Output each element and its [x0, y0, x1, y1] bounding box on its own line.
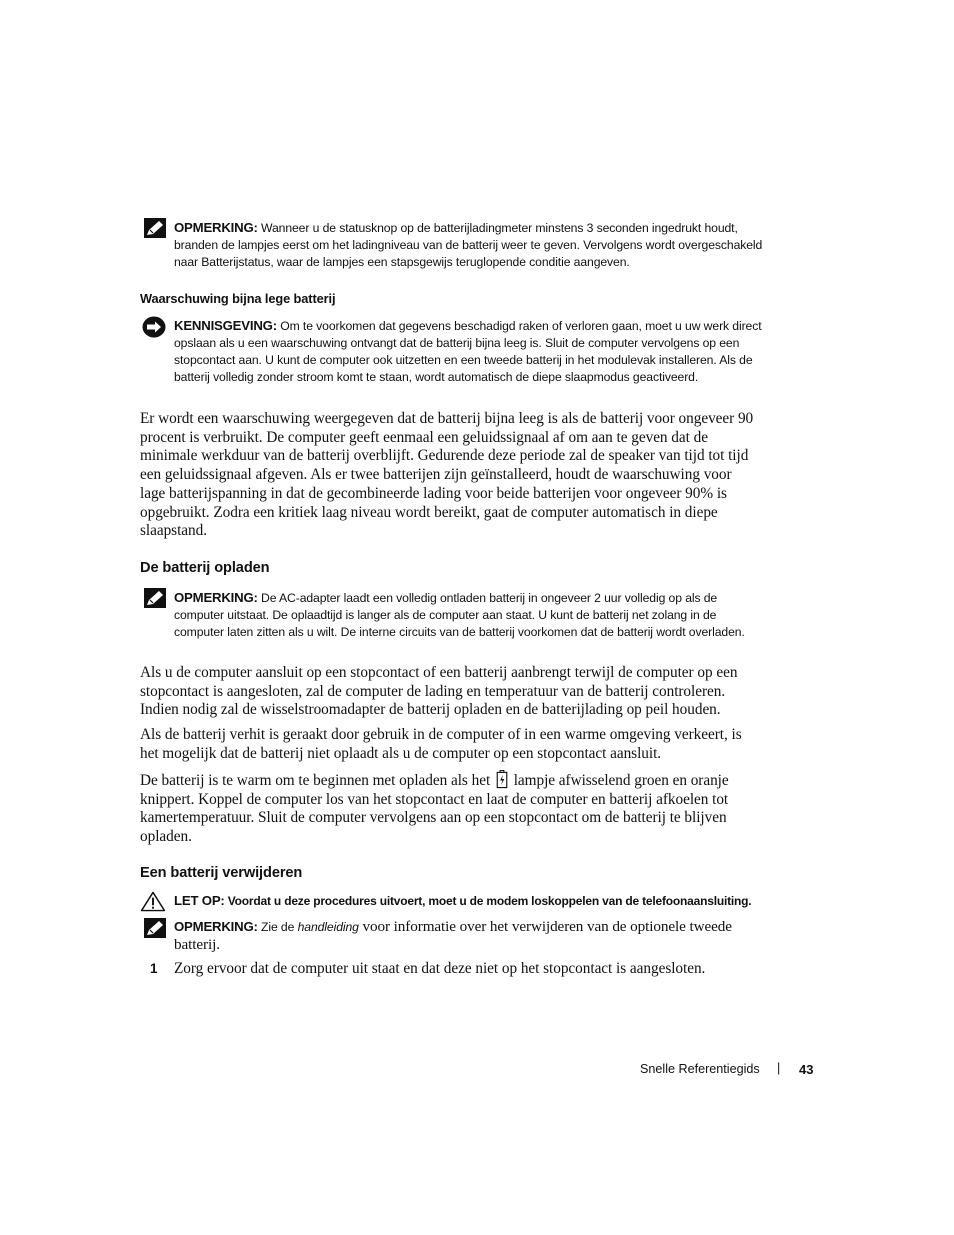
paragraph-text-after: lampje afwisselend groen en oranje knippert. Koppel de computer los van het stopcontact en laat de computer en batterij afkoelen tot kamertemperatuur. Sluit de computer vervolgens aan op een stopcontact om de batterij te blijven opladen.	[140, 772, 729, 846]
step-1-text: Zorg ervoor dat de computer uit staat en dat deze niet op het stopcontact is aangesloten.	[174, 960, 706, 977]
note-text: De AC-adapter laadt een volledig ontladen batterij in ongeveer 2 uur volledig op als de computer uitstaat. De oplaadtijd is langer als de computer aan staat. U kunt de batterij net zolang in de computer laten zitten als u wilt. De interne circuits van de batterij voorkomen dat de batterij wordt overladen.	[174, 591, 745, 639]
note-text: Wanneer u de statusknop op de batterijladingmeter minstens 3 seconden ingedrukt houdt, branden de lampjes eerst om het ladingniveau van de batterij weer te geven. Vervolgens wordt overgeschakeld naar Batterijstatus, waar de lampjes een stapsgewijs teruglopende conditie aangeven.	[174, 221, 763, 269]
note-label: OPMERKING:	[174, 919, 258, 934]
note-pencil-icon	[144, 218, 166, 238]
page-number: 43	[799, 1062, 814, 1077]
paragraph-text-before: De batterij is te warm om te beginnen met opladen als het	[140, 772, 494, 789]
paragraph-low-battery-warning: Er wordt een waarschuwing weergegeven dat de batterij bijna leeg is als de batterij voor ongeveer 90 procent is verbruikt. De computer geeft eenmaal een geluidssignaal af om aan te geven dat de minimale werkduur van de batterij overblijft. Gedurende deze periode zal de speaker van tijd tot tijd een geluidssignaal afgeven. Als er twee batterijen zijn geïnstalleerd, houdt de waarschuwing voor lage batterijspanning in dat de gecombineerde lading voor beide batterijen voor ongeveer 90% is opgebruikt. Zodra een kritiek laag niveau wordt bereikt, gaat de computer automatisch in diepe slaapstand.	[140, 410, 754, 540]
battery-icon	[496, 770, 508, 789]
note-text-continued: voor informatie over het verwijderen van de optionele tweede batterij.	[174, 918, 732, 953]
notice-label: KENNISGEVING:	[174, 318, 277, 333]
footer-separator: |	[777, 1061, 781, 1075]
step-1	[150, 960, 158, 978]
note-text: Zie de	[257, 920, 298, 934]
note-label: OPMERKING:	[174, 220, 258, 235]
notice-text: Om te voorkomen dat gegevens beschadigd raken of verloren gaan, moet u uw werk direct opslaan als u een waarschuwing ontvangt dat de batterij bijna leeg is. Sluit de computer vervolgens op een stopcontact aan. U kunt de computer ook uitzetten en een tweede batterij in het modulevak installeren. Als de batterij volledig zonder stroom komt te staan, wordt automatisch de diepe slaapmodus geactiveerd.	[174, 319, 762, 384]
warning-triangle-icon	[140, 891, 166, 912]
caution-label: LET OP:	[174, 893, 225, 908]
paragraph-too-warm	[140, 770, 758, 847]
subheading-low-battery: Waarschuwing bijna lege batterij	[140, 291, 336, 306]
note-pencil-icon	[144, 918, 166, 938]
manual-reference: handleiding	[297, 920, 359, 934]
notice-arrow-icon	[142, 316, 166, 338]
heading-charging: De batterij opladen	[140, 560, 270, 576]
paragraph-overheated: Als de batterij verhit is geraakt door gebruik in de computer of in een warme omgeving verkeert, is het mogelijk dat de batterij niet oplaadt als u de computer op een stopcontact aansluit.	[140, 726, 742, 762]
note-label: OPMERKING:	[174, 590, 258, 605]
step-number: 1	[150, 961, 158, 976]
note-pencil-icon	[144, 588, 166, 608]
heading-remove-battery: Een batterij verwijderen	[140, 865, 303, 881]
caution-text: Voordat u deze procedures uitvoert, moet u de modem loskoppelen van de telefoonaansluiting.	[224, 894, 752, 908]
paragraph-charging-check: Als u de computer aansluit op een stopcontact of een batterij aanbrengt terwijl de computer op een stopcontact is aangesloten, zal de computer de lading en temperatuur van de batterij controleren. Indien nodig zal de wisselstroomadapter de batterij opladen en de batterijlading op peil houden.	[140, 664, 738, 719]
footer-title: Snelle Referentiegids	[640, 1062, 760, 1076]
